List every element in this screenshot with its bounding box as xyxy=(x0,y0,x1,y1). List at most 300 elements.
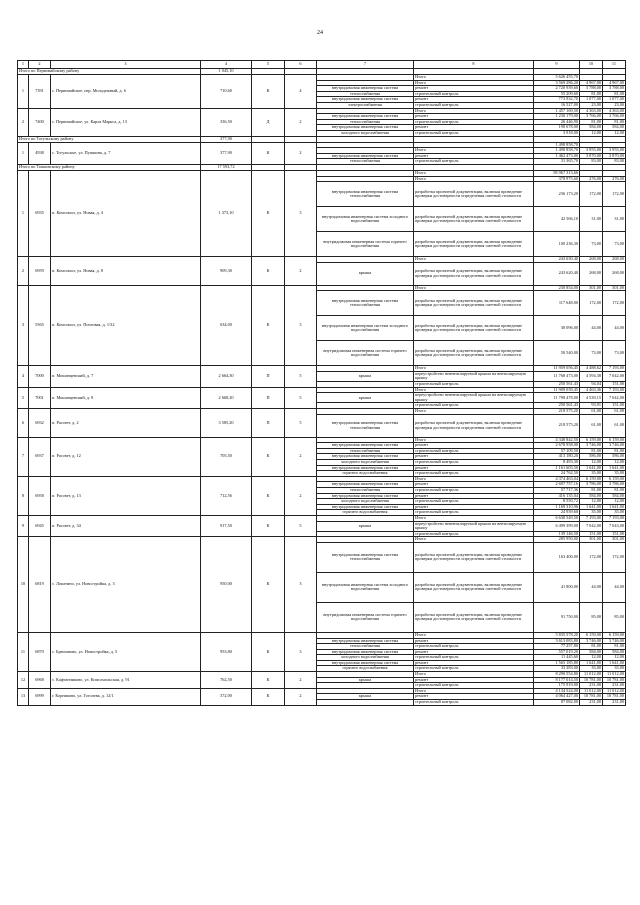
work-type: Итого xyxy=(414,80,534,86)
wall-material: К xyxy=(252,437,285,476)
total-cost: 57 109,50 xyxy=(534,448,580,454)
total-cost: 30 096,00 xyxy=(534,316,580,341)
house-address: с. Лопатино, ул. Новостройка, д. 3 xyxy=(51,537,201,633)
work-type: ремонт xyxy=(414,153,534,159)
house-address: с. Кафтанчиково, ул. Комсомольская, д. 91 xyxy=(51,672,201,689)
unit-cost: 61,00 xyxy=(580,414,603,437)
house-address: п. Рассвет, д. 13 xyxy=(51,476,201,515)
house-area: 2 664,30 xyxy=(201,366,252,387)
engineering-system: внутридомовая инженерная система xyxy=(317,125,414,131)
limit-cost: 172,00 xyxy=(603,291,626,316)
unit-cost: 301,00 xyxy=(580,537,603,543)
work-type: разработка проектной документации, включая проведение проверки достоверности определения сметной стоимости xyxy=(414,602,534,632)
district-subtotal-label: Итого по Первомайскому району xyxy=(18,69,201,75)
work-type: Итого xyxy=(414,75,534,81)
limit-cost: 4 363,00 xyxy=(603,108,626,114)
row-number: 11 xyxy=(18,632,29,671)
limit-cost: 7 043,00 xyxy=(603,521,626,531)
total-cost: 8 177 014,50 xyxy=(534,677,580,683)
work-type: ремонт xyxy=(414,125,534,131)
unit-cost: 35,00 xyxy=(580,666,603,672)
work-type: Итого xyxy=(414,148,534,154)
unit-cost: 6 159,00 xyxy=(580,476,603,482)
house-id: 6819 xyxy=(29,537,51,633)
work-type: строительный контроль xyxy=(414,471,534,477)
house-area: 372,00 xyxy=(201,688,252,705)
total-cost: 11 909 039,45 xyxy=(534,387,580,393)
engineering-system: горячего водоснабжения xyxy=(317,510,414,516)
house-id: 7001 xyxy=(29,387,51,408)
col-num: 5 xyxy=(252,61,285,69)
limit-cost: 7 193,00 xyxy=(603,366,626,372)
limit-cost: 61,00 xyxy=(603,409,626,415)
work-type: разработка проектной документации, включая проведение проверки достоверности определения сметной стоимости xyxy=(414,182,534,207)
repair-plan-table xyxy=(17,60,626,706)
limit-cost: 35,00 xyxy=(603,510,626,516)
col-num: 9 xyxy=(534,61,580,69)
total-cost: 4 348 842,50 xyxy=(534,437,580,443)
district-subtotal-label: Итого по Топкинскому району xyxy=(18,164,201,170)
total-cost: 1 565 185,80 xyxy=(534,660,580,666)
unit-cost: 12,00 xyxy=(580,499,603,505)
engineering-system: внутридомовая инженерная система xyxy=(317,97,414,103)
limit-cost: 268,00 xyxy=(603,262,626,285)
work-type: строительный контроль xyxy=(414,159,534,165)
engineering-system: электроснабжения xyxy=(317,102,414,108)
engineering-system: внутридомовая инженерная система xyxy=(317,114,414,120)
engineering-system: внутридомовая инженерная система теплоснабжения xyxy=(317,414,414,437)
work-type: Итого xyxy=(414,672,534,678)
unit-cost: 172,00 xyxy=(580,291,603,316)
house-address: п. Мошанцевский, д. 8 xyxy=(51,387,201,408)
limit-cost: 4 967,00 xyxy=(603,80,626,86)
house-address: с. Первомайское, ул. Карла Маркса, д. 13 xyxy=(51,108,201,136)
work-type: переустройство невентилируемой крыши на вентилируемую крышу xyxy=(414,393,534,403)
limit-cost: 301,00 xyxy=(603,537,626,543)
work-type: ремонт xyxy=(414,504,534,510)
total-cost: 6 499 399,00 xyxy=(534,521,580,531)
unit-cost: 93,91 xyxy=(580,403,603,409)
total-cost: 2 678 958,00 xyxy=(534,443,580,449)
limit-cost: 151,00 xyxy=(603,382,626,388)
limit-cost: 151,00 xyxy=(603,531,626,537)
wall-material: К xyxy=(252,476,285,515)
work-type: строительный контроль xyxy=(414,91,534,97)
total-cost: 218 575,20 xyxy=(534,409,580,415)
unit-cost: 73,00 xyxy=(580,232,603,257)
total-cost: 139 146,50 xyxy=(534,531,580,537)
work-type: разработка проектной документации, включая проведение проверки достоверности определения сметной стоимости xyxy=(414,316,534,341)
unit-cost: 11 012,00 xyxy=(580,672,603,678)
total-cost: 5 835 578,20 xyxy=(534,632,580,638)
work-type: Итого xyxy=(414,285,534,291)
floor-count: 2 xyxy=(285,142,317,164)
work-type: Итого xyxy=(414,366,534,372)
total-cost: 285 950,00 xyxy=(534,537,580,543)
engineering-system: внутридомовая инженерная система теплоснабжения xyxy=(317,542,414,572)
limit-cost: 3 870,00 xyxy=(603,153,626,159)
total-cost: 413 180,20 xyxy=(534,454,580,460)
limit-cost: 1 641,00 xyxy=(603,660,626,666)
limit-cost: 10 781,00 xyxy=(603,694,626,700)
house-address: п. Рассвет, д. 12 xyxy=(51,437,201,476)
total-cost: 117 648,00 xyxy=(534,291,580,316)
row-number: 4 xyxy=(18,366,29,387)
floor-count: 5 xyxy=(285,409,317,438)
row-number: 1 xyxy=(18,75,29,109)
floor-count: 3 xyxy=(285,285,317,366)
house-area: 762,50 xyxy=(201,672,252,689)
floor-count: 2 xyxy=(285,437,317,476)
unit-cost: 10 781,00 xyxy=(580,677,603,683)
unit-cost: 4 967,00 xyxy=(580,80,603,86)
unit-cost: 44,00 xyxy=(580,316,603,341)
unit-cost: 276,00 xyxy=(580,176,603,182)
unit-cost: 4 488,62 xyxy=(580,366,603,372)
engineering-system: крыша xyxy=(317,262,414,285)
unit-cost: 81,00 xyxy=(580,487,603,493)
unit-cost: 584,00 xyxy=(580,493,603,499)
engineering-system: горячего водоснабжения xyxy=(317,666,414,672)
engineering-system: крыша xyxy=(317,677,414,683)
row-number: 9 xyxy=(18,515,29,536)
unit-cost: 11 012,00 xyxy=(580,688,603,694)
house-id: 6935 xyxy=(29,170,51,256)
row-number: 10 xyxy=(18,537,29,633)
total-cost: 175 919,00 xyxy=(534,683,580,689)
total-cost: 11 768 473,00 xyxy=(534,371,580,381)
house-area: 2 668,20 xyxy=(201,387,252,408)
engineering-system: теплоснабжения xyxy=(317,448,414,454)
work-type: строительный контроль xyxy=(414,531,534,537)
row-number: 1 xyxy=(18,170,29,256)
work-type: разработка проектной документации, включая проведение проверки достоверности определения сметной стоимости xyxy=(414,542,534,572)
house-address: п. Комсомол, ул. Новая, д. 4 xyxy=(51,170,201,256)
work-type: ремонт xyxy=(414,638,534,644)
floor-count: 3 xyxy=(285,632,317,671)
engineering-system: внутридомовая инженерная система теплоснабжения xyxy=(317,182,414,207)
house-address: п. Комсомол, ул. Новая, д. 8 xyxy=(51,257,201,286)
floor-count: 2 xyxy=(285,257,317,286)
house-area: 909,30 xyxy=(201,257,252,286)
work-type: ремонт xyxy=(414,660,534,666)
floor-count: 2 xyxy=(285,688,317,705)
wall-material: К xyxy=(252,688,285,705)
work-type: строительный контроль xyxy=(414,102,534,108)
unit-cost: 12,00 xyxy=(580,130,603,136)
page-number: 24 xyxy=(317,30,323,36)
limit-cost: 31,00 xyxy=(603,207,626,232)
work-type: Итого xyxy=(414,632,534,638)
row-number: 12 xyxy=(18,672,29,689)
house-address: п. Рассвет, д. 2 xyxy=(51,409,201,438)
total-cost: 1 169 310,96 xyxy=(534,504,580,510)
wall-material: П xyxy=(252,366,285,387)
total-cost: 2 720 939,60 xyxy=(534,86,580,92)
limit-cost: 276,00 xyxy=(603,176,626,182)
unit-cost: 7 193,00 xyxy=(580,515,603,521)
unit-cost: 3 788,00 xyxy=(580,86,603,92)
engineering-system: внутридомовая инженерная система xyxy=(317,504,414,510)
district-subtotal-area: 1 045,10 xyxy=(201,69,252,75)
floor-count: 4 xyxy=(285,75,317,109)
engineering-system xyxy=(317,700,414,706)
work-type: строительный контроль xyxy=(414,644,534,650)
unit-cost: 10 781,00 xyxy=(580,694,603,700)
limit-cost: 81,00 xyxy=(603,91,626,97)
limit-cost: 61,00 xyxy=(603,414,626,437)
unit-cost: 94,04 xyxy=(580,382,603,388)
unit-cost: 4 363,00 xyxy=(580,108,603,114)
house-id: 6968 xyxy=(29,672,51,689)
engineering-system: крыша xyxy=(317,521,414,531)
house-id: 6959 xyxy=(29,257,51,286)
unit-cost: 3 955,00 xyxy=(580,148,603,154)
work-type: разработка проектной документации, включая проведение проверки достоверности определения сметной стоимости xyxy=(414,232,534,257)
engineering-system: внутридомовая инженерная система xyxy=(317,86,414,92)
unit-cost: 3 786,00 xyxy=(580,482,603,488)
work-type: ремонт xyxy=(414,454,534,460)
engineering-system: внутридомовая инженерная система теплоснабжения xyxy=(317,291,414,316)
total-cost: 11 445,60 xyxy=(534,655,580,661)
work-type: строительный контроль xyxy=(414,499,534,505)
work-type: Итого xyxy=(414,170,534,176)
floor-count: 2 xyxy=(285,672,317,689)
house-area: 710,60 xyxy=(201,75,252,109)
total-cost: 1 457 169,50 xyxy=(534,108,580,114)
work-type: строительный контроль xyxy=(414,487,534,493)
unit-cost: 4 539,15 xyxy=(580,393,603,403)
floor-count: 2 xyxy=(285,108,317,136)
wall-material: П xyxy=(252,409,285,438)
house-address: с. Брюханово, ул. Новостройка, д. 5 xyxy=(51,632,201,671)
limit-cost: 1 641,00 xyxy=(603,504,626,510)
row-number: 6 xyxy=(18,409,29,438)
house-id: 6937 xyxy=(29,437,51,476)
total-cost: 8 493,30 xyxy=(534,460,580,466)
unit-cost: 4 594,38 xyxy=(580,371,603,381)
total-cost: 1 161 603,50 xyxy=(534,465,580,471)
engineering-system: теплоснабжения xyxy=(317,119,414,125)
unit-cost: 151,00 xyxy=(580,531,603,537)
floor-count: 3 xyxy=(285,537,317,633)
work-type: ремонт xyxy=(414,97,534,103)
unit-cost: 586,00 xyxy=(580,454,603,460)
total-cost: 1 498 858,70 xyxy=(534,142,580,148)
limit-cost: 231,00 xyxy=(603,683,626,689)
floor-count: 5 xyxy=(285,515,317,536)
unit-cost: 4 463,36 xyxy=(580,387,603,393)
limit-cost: 35,00 xyxy=(603,471,626,477)
limit-cost: 1 641,00 xyxy=(603,465,626,471)
col-num: 6 xyxy=(285,61,317,69)
total-cost: 163 400,00 xyxy=(534,542,580,572)
work-type: ремонт xyxy=(414,482,534,488)
total-cost: 8 550,72 xyxy=(534,499,580,505)
row-number: 7 xyxy=(18,437,29,476)
work-type: ремонт xyxy=(414,114,534,120)
unit-cost: 61,00 xyxy=(580,409,603,415)
total-cost: 87 082,00 xyxy=(534,700,580,706)
total-cost: 243 620,40 xyxy=(534,262,580,285)
unit-cost: 81,00 xyxy=(580,91,603,97)
limit-cost: 73,00 xyxy=(603,341,626,366)
limit-cost: 85,00 xyxy=(603,602,626,632)
limit-cost: 6 159,00 xyxy=(603,437,626,443)
house-id: 6999 xyxy=(29,688,51,705)
col-num: 4 xyxy=(201,61,252,69)
row-number: 2 xyxy=(18,257,29,286)
total-cost: 41 800,00 xyxy=(534,572,580,602)
wall-material: П xyxy=(252,387,285,408)
engineering-system: крыша xyxy=(317,393,414,403)
floor-count: 5 xyxy=(285,387,317,408)
row-number: 1 xyxy=(18,142,29,164)
unit-cost: 83,00 xyxy=(580,159,603,165)
engineering-system: внутридомовая инженерная система горячего водоснабжения xyxy=(317,341,414,366)
total-cost: 4 064 427,00 xyxy=(534,694,580,700)
unit-cost: 172,00 xyxy=(580,542,603,572)
unit-cost: 1 641,00 xyxy=(580,504,603,510)
limit-cost: 35,00 xyxy=(603,666,626,672)
limit-cost: 12,00 xyxy=(603,460,626,466)
house-id: 6958 xyxy=(29,476,51,515)
unit-cost: 31,00 xyxy=(580,207,603,232)
work-type: разработка проектной документации, включая проведение проверки достоверности определения сметной стоимости xyxy=(414,341,534,366)
work-type: разработка проектной документации, включая проведение проверки достоверности определения сметной стоимости xyxy=(414,572,534,602)
unit-cost: 3 746,00 xyxy=(580,443,603,449)
house-id: 5565 xyxy=(29,285,51,366)
house-id: 7391 xyxy=(29,75,51,109)
unit-cost: 268,00 xyxy=(580,262,603,285)
total-cost: 250 561,43 xyxy=(534,403,580,409)
total-cost: 57 717,36 xyxy=(534,487,580,493)
engineering-system: теплоснабжения xyxy=(317,487,414,493)
total-cost: 3 918,00 xyxy=(534,130,580,136)
work-type: строительный контроль xyxy=(414,119,534,125)
total-cost: 416 135,04 xyxy=(534,493,580,499)
unit-cost: 172,00 xyxy=(580,182,603,207)
work-type: строительный контроль xyxy=(414,510,534,516)
work-type: Итого xyxy=(414,257,534,263)
limit-cost: 3 746,00 xyxy=(603,443,626,449)
work-type: Итого xyxy=(414,537,534,543)
limit-cost: 7 042,00 xyxy=(603,393,626,403)
house-area: 1 373,10 xyxy=(201,170,252,256)
limit-cost: 73,00 xyxy=(603,232,626,257)
limit-cost: 44,00 xyxy=(603,316,626,341)
col-num: 1 xyxy=(18,61,29,69)
limit-cost: 172,00 xyxy=(603,182,626,207)
house-address: с. Тогульское, ул. Пушкина, д. 7 xyxy=(51,142,201,164)
work-type: Итого xyxy=(414,476,534,482)
work-type: переустройство невентилируемой крыши на вентилируемую крышу xyxy=(414,371,534,381)
engineering-system: внутридомовая инженерная система холодного водоснабжения xyxy=(317,207,414,232)
total-cost: 1 498 858,70 xyxy=(534,148,580,154)
unit-cost: 35,00 xyxy=(580,471,603,477)
engineering-system: крыша xyxy=(317,694,414,700)
limit-cost: 11 012,00 xyxy=(603,672,626,678)
wall-material: К xyxy=(252,515,285,536)
limit-cost: 10 781,00 xyxy=(603,677,626,683)
total-cost: 26 446,90 xyxy=(534,119,580,125)
total-cost: 24 762,50 xyxy=(534,471,580,477)
unit-cost: 81,00 xyxy=(580,644,603,650)
column-number-row xyxy=(18,61,626,69)
work-type: разработка проектной документации, включая проведение проверки достоверности определения сметной стоимости xyxy=(414,207,534,232)
house-area: 917,50 xyxy=(201,515,252,536)
house-address: п. Мошанцевский, д. 7 xyxy=(51,366,201,387)
total-cost: 33 383,00 xyxy=(534,666,580,672)
house-address: с. Первомайское, пер. Молодежный, д. 6 xyxy=(51,75,201,109)
row-number: 13 xyxy=(18,688,29,705)
total-cost: 236 173,20 xyxy=(534,182,580,207)
col-num: 3 xyxy=(51,61,201,69)
limit-cost: 1 077,00 xyxy=(603,97,626,103)
total-cost: 4 374 463,04 xyxy=(534,476,580,482)
house-id: 6932 xyxy=(29,409,51,438)
total-cost: 31 365,70 xyxy=(534,159,580,165)
total-cost: 11 798 478,00 xyxy=(534,393,580,403)
limit-cost: 7 042,00 xyxy=(603,371,626,381)
unit-cost: 6 159,00 xyxy=(580,437,603,443)
work-type: ремонт xyxy=(414,86,534,92)
work-type: строительный контроль xyxy=(414,700,534,706)
work-type: Итого xyxy=(414,688,534,694)
work-type: строительный контроль xyxy=(414,403,534,409)
work-type: Итого xyxy=(414,387,534,393)
unit-cost: 23,00 xyxy=(580,102,603,108)
total-cost: 1 230 179,00 xyxy=(534,114,580,120)
row-number: 8 xyxy=(18,476,29,515)
work-type: строительный контроль xyxy=(414,655,534,661)
work-type: разработка проектной документации, включая проведение проверки достоверности определения сметной стоимости xyxy=(414,414,534,437)
engineering-system: внутридомовая инженерная система xyxy=(317,649,414,655)
total-cost: 6 638 549,50 xyxy=(534,515,580,521)
work-type: ремонт xyxy=(414,677,534,683)
total-cost: 378 975,60 xyxy=(534,176,580,182)
house-id: 6945 xyxy=(29,515,51,536)
limit-cost: 23,00 xyxy=(603,102,626,108)
total-cost: 250 561,43 xyxy=(534,382,580,388)
limit-cost: 83,00 xyxy=(603,159,626,165)
unit-cost: 1 641,00 xyxy=(580,465,603,471)
unit-cost: 1 077,00 xyxy=(580,97,603,103)
work-type: Итого xyxy=(414,108,534,114)
total-cost: 3 613 083,80 xyxy=(534,638,580,644)
district-subtotal-area: 377,90 xyxy=(201,136,252,142)
engineering-system: внутридомовая инженерная система xyxy=(317,153,414,159)
house-area: 377,90 xyxy=(201,142,252,164)
limit-cost: 301,00 xyxy=(603,285,626,291)
engineering-system: внутридомовая инженерная система xyxy=(317,482,414,488)
work-type: разработка проектной документации, включая проведение проверки достоверности определения сметной стоимости xyxy=(414,291,534,316)
row-number: 2 xyxy=(18,108,29,136)
engineering-system: внутридомовая инженерная система холодного водоснабжения xyxy=(317,572,414,602)
unit-cost: 268,00 xyxy=(580,257,603,263)
wall-material: К xyxy=(252,537,285,633)
engineering-system: внутридомовая инженерная система холодного водоснабжения xyxy=(317,316,414,341)
house-id: 7400 xyxy=(29,108,51,136)
wall-material: К xyxy=(252,257,285,286)
unit-cost: 7 042,00 xyxy=(580,521,603,531)
limit-cost: 3 766,00 xyxy=(603,114,626,120)
unit-cost: 12,00 xyxy=(580,655,603,661)
engineering-system: внутридомовая инженерная система xyxy=(317,493,414,499)
house-id: 7000 xyxy=(29,366,51,387)
unit-cost: 3 766,00 xyxy=(580,114,603,120)
limit-cost: 81,00 xyxy=(603,119,626,125)
